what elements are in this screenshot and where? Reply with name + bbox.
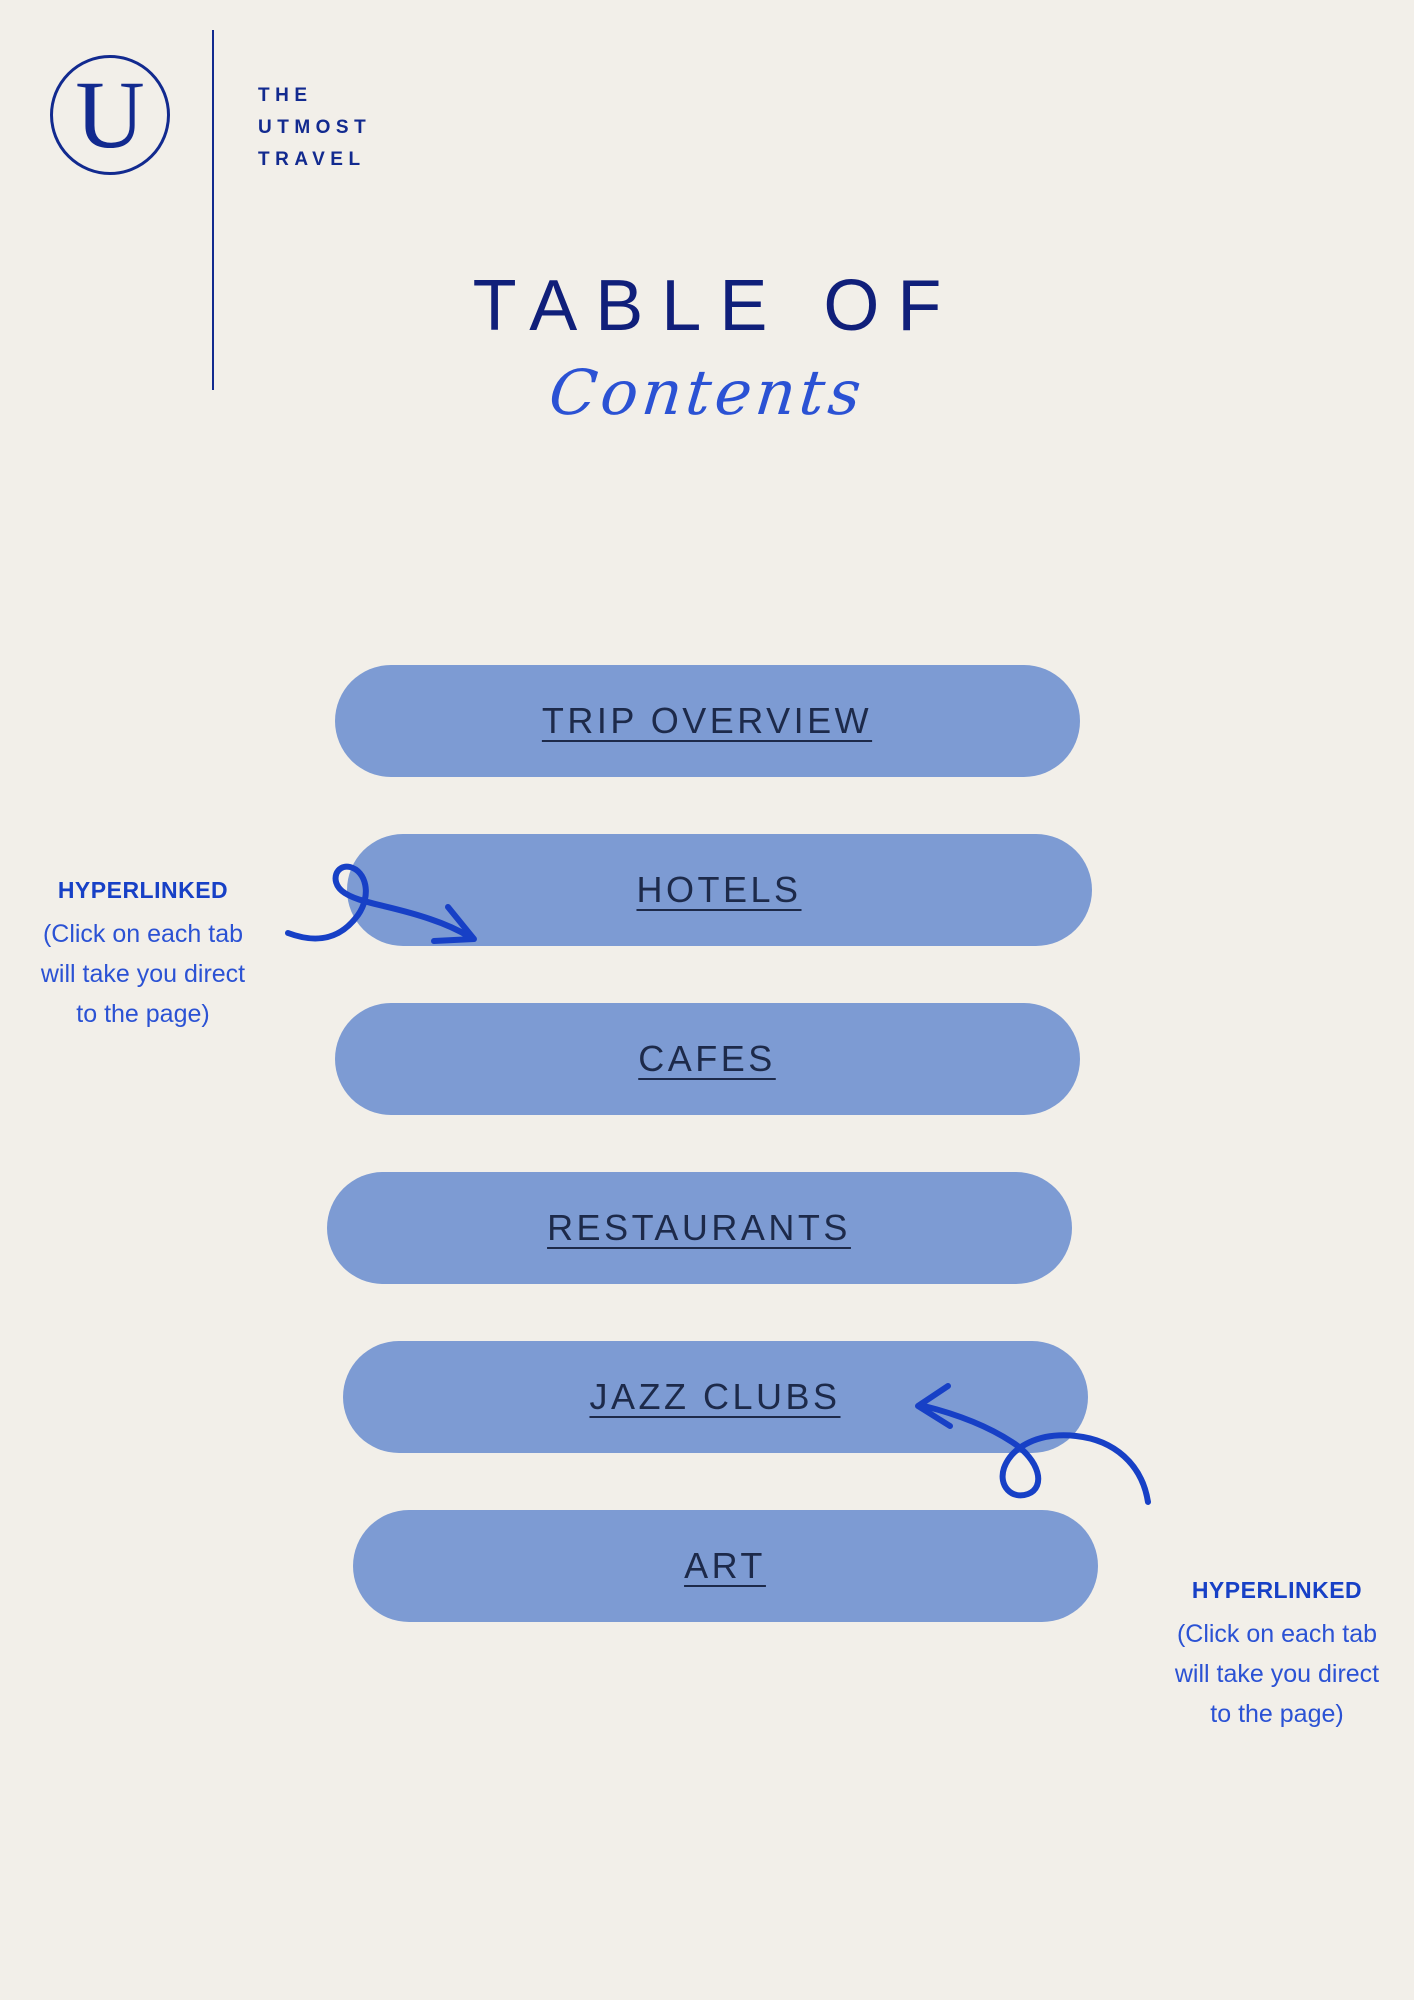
brand-logo [40,30,370,210]
curly-arrow-right-icon [900,1380,1160,1540]
brand-name [258,80,371,176]
tab-label: CAFES [638,1038,776,1079]
logo-monogram: U [75,61,145,168]
tab-label: ART [684,1545,766,1586]
brand-line-3: TRAVEL [258,149,366,170]
brand-line-1: THE [258,85,313,106]
annotation-left-title: HYPERLINKED [57,877,229,903]
tab-label: JAZZ CLUBS [589,1376,841,1417]
tab-label: RESTAURANTS [547,1207,851,1248]
page-title-main: TABLE OF [472,266,960,346]
tab-trip-overview[interactable] [335,665,1080,777]
annotation-right-title: HYPERLINKED [1191,1577,1363,1603]
brand-line-2: UTMOST [258,117,372,138]
contents-tab-list [0,665,1414,1679]
annotation-left-body: (Click on each tab will take you direct to the page) [40,920,246,1028]
tab-label: TRIP OVERVIEW [541,700,873,741]
tab-restaurants[interactable] [327,1172,1072,1284]
curly-arrow-left-icon [280,845,520,975]
annotation-left [28,870,258,1034]
page-title-script: Contents [545,356,869,429]
annotation-right-body: (Click on each tab will take you direct to the page) [1174,1620,1380,1728]
tab-cafes[interactable] [335,1003,1080,1115]
annotation-right [1162,1570,1392,1734]
page-title [0,266,1414,430]
tab-label: HOTELS [636,869,802,910]
